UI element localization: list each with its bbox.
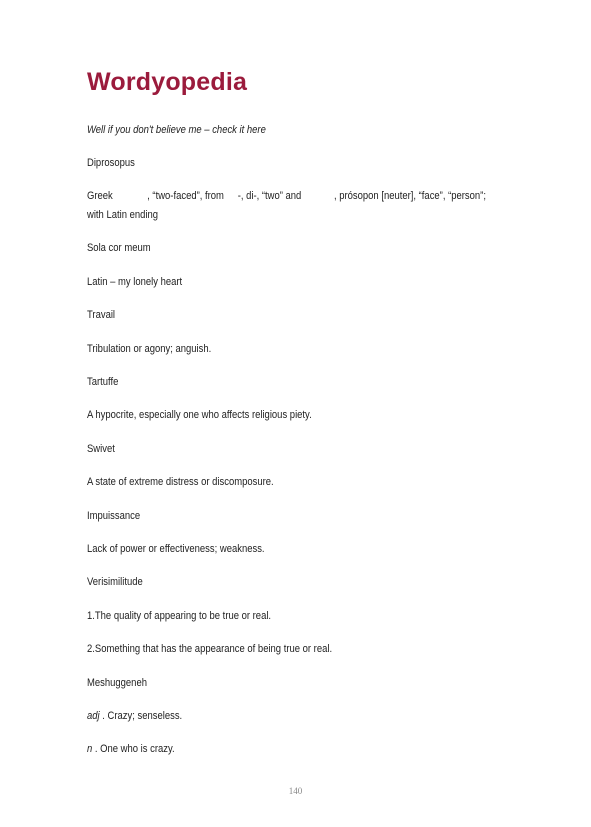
page-number: 140: [288, 786, 303, 796]
entry-definition-travail: Tribulation or agony; anguish.: [87, 343, 212, 355]
part-of-speech: n: [87, 743, 93, 755]
part-of-speech: adj: [87, 710, 100, 722]
entry-word-diprosopus: Diprosopus: [87, 157, 135, 169]
page-title: Wordyopedia: [87, 68, 248, 96]
entry-definition-meshuggeneh-adj: [87, 708, 182, 725]
definition-fragment: , prósopon [neuter], “face”, “person”;: [333, 190, 486, 202]
entry-definition-verisimilitude-2: 2.Something that has the appearance of being true or real.: [87, 643, 333, 655]
definition-text: . Crazy; senseless.: [102, 710, 183, 722]
entry-word-verisimilitude: Verisimilitude: [87, 576, 143, 588]
entry-definition-tartuffe: A hypocrite, especially one who affects religious piety.: [87, 409, 312, 421]
entry-word-meshuggeneh: Meshuggeneh: [87, 677, 147, 689]
entry-definition-diprosopus-cont: with Latin ending: [87, 209, 159, 221]
entry-word-tartuffe: Tartuffe: [87, 376, 119, 388]
entry-definition-sola-cor-meum: Latin – my lonely heart: [87, 276, 183, 288]
entry-definition-meshuggeneh-n: [87, 741, 175, 758]
entry-definition-diprosopus: [87, 188, 486, 205]
definition-fragment: -, di-, “two” and: [237, 190, 302, 202]
definition-text: . One who is crazy.: [94, 743, 175, 755]
definition-fragment: Greek: [87, 190, 113, 202]
entry-definition-impuissance: Lack of power or effectiveness; weakness.: [87, 543, 265, 555]
subtitle: Well if you don't believe me – check it here: [87, 124, 266, 136]
definition-fragment: , “two-faced”, from: [147, 190, 224, 202]
entry-definition-swivet: A state of extreme distress or discomposure.: [87, 476, 274, 488]
entry-word-travail: Travail: [87, 309, 116, 321]
entry-definition-verisimilitude-1: 1.The quality of appearing to be true or real.: [87, 610, 272, 622]
entry-word-impuissance: Impuissance: [87, 510, 141, 522]
entry-word-swivet: Swivet: [87, 443, 115, 455]
entry-word-sola-cor-meum: Sola cor meum: [87, 242, 151, 254]
